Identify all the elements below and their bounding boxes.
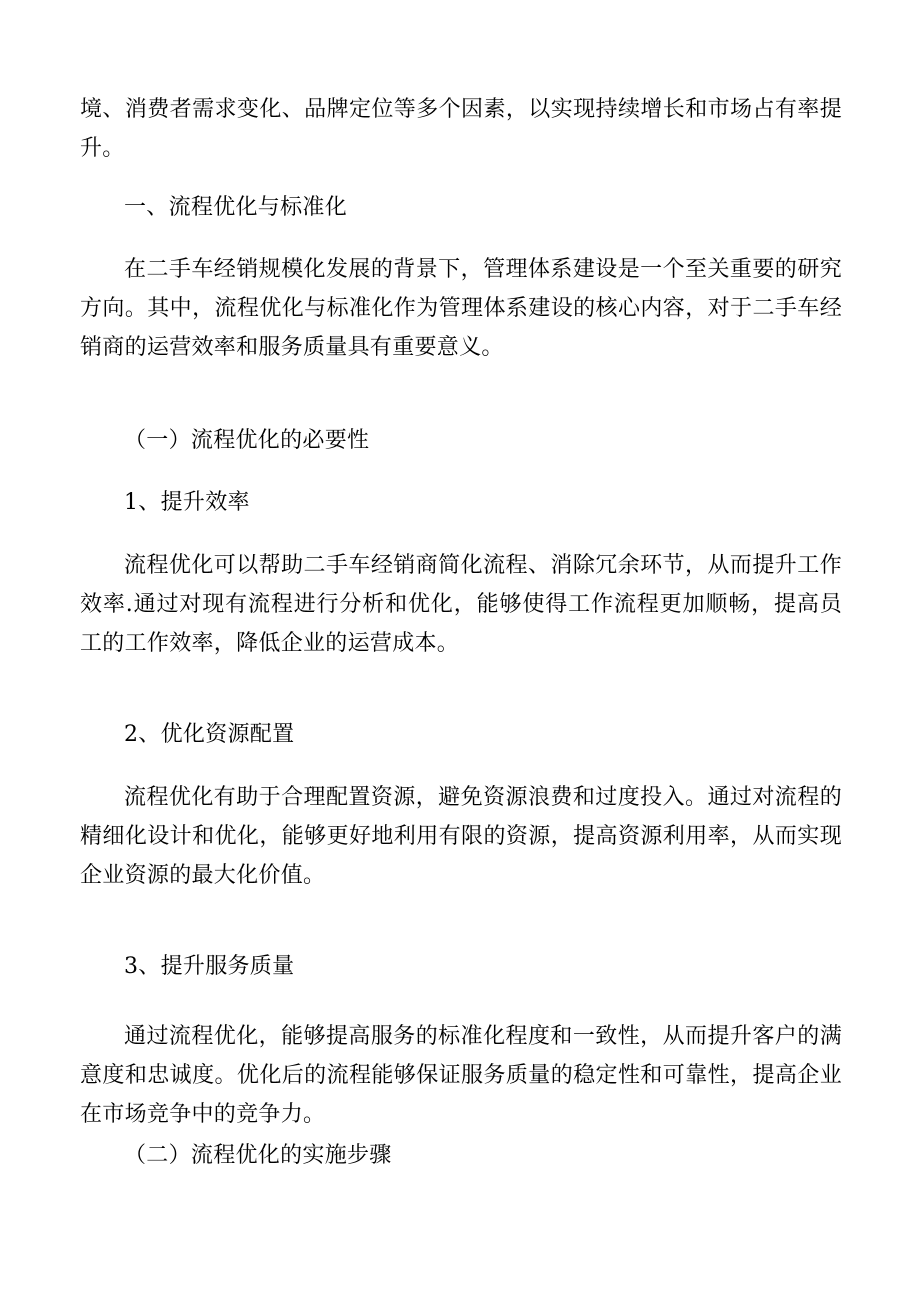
item-paragraph-resource-allocation: 流程优化有助于合理配置资源，避免资源浪费和过度投入。通过对流程的精细化设计和优化，能够更好地利用有限的资源，提高资源利用率，从而实现企业资源的最大化价值。 (80, 785, 842, 888)
subsection-heading-implementation-steps: （二）流程优化的实施步骤 (124, 1143, 392, 1168)
item-heading-improve-efficiency: 1、提升效率 (124, 490, 250, 515)
continuation-paragraph: 境、消费者需求变化、品牌定位等多个因素，以实现持续增长和市场占有率提升。 (80, 97, 842, 161)
subsection-heading-necessity: （一）流程优化的必要性 (124, 428, 370, 453)
item-paragraph-improve-efficiency: 流程优化可以帮助二手车经销商简化流程、消除冗余环节，从而提升工作效率.通过对现有流程进行分析和优化，能够使得工作流程更加顺畅，提高员工的工作效率，降低企业的运营成本。 (80, 553, 842, 656)
section-intro-paragraph: 在二手车经销规模化发展的背景下，管理体系建设是一个至关重要的研究方向。其中，流程优化与标准化作为管理体系建设的核心内容，对于二手车经销商的运营效率和服务质量具有重要意义。 (80, 257, 842, 360)
item-heading-service-quality: 3、提升服务质量 (124, 954, 295, 979)
section-heading-process-optimization: 一、流程优化与标准化 (124, 195, 348, 220)
item-heading-resource-allocation: 2、优化资源配置 (124, 722, 295, 747)
item-paragraph-service-quality: 通过流程优化，能够提高服务的标准化程度和一致性，从而提升客户的满意度和忠诚度。优化后的流程能够保证服务质量的稳定性和可靠性，提高企业在市场竞争中的竞争力。 (80, 1024, 842, 1127)
